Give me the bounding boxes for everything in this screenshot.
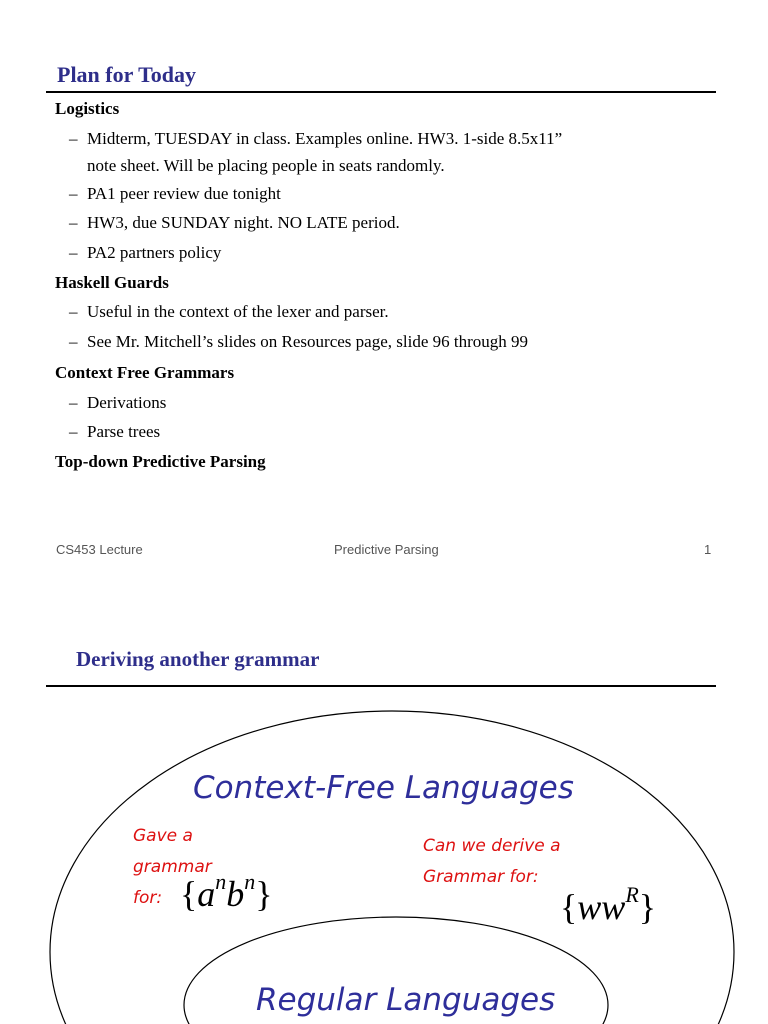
left-note-line: for: bbox=[133, 888, 163, 908]
footer-page-number: 1 bbox=[704, 542, 712, 557]
venn-diagram bbox=[0, 590, 768, 1024]
left-note-line: grammar bbox=[133, 857, 212, 877]
bullet-text-line: See Mr. Mitchell’s slides on Resources page, slide 96 through 99 bbox=[87, 332, 528, 351]
bullet-marker: – bbox=[69, 302, 78, 321]
bullet-marker: – bbox=[69, 184, 78, 203]
bullet-item bbox=[69, 418, 727, 445]
math-exponent: n bbox=[244, 869, 256, 894]
math-exponent: R bbox=[625, 882, 639, 907]
bullet-item bbox=[69, 328, 727, 355]
bullet-item bbox=[69, 180, 727, 207]
bullet-marker: – bbox=[69, 332, 78, 351]
close-brace: } bbox=[638, 887, 657, 927]
right-note bbox=[423, 831, 561, 893]
math-b: b bbox=[226, 874, 245, 914]
slide-title: Deriving another grammar bbox=[76, 647, 320, 671]
math-exponent: n bbox=[215, 869, 227, 894]
section-heading-logistics: Logistics bbox=[55, 99, 120, 118]
footer-course: CS453 Lecture bbox=[56, 542, 143, 557]
bullet-item bbox=[69, 209, 727, 236]
bullet-text-line: PA2 partners policy bbox=[87, 243, 222, 262]
bullet-text-line: Midterm, TUESDAY in class. Examples online. HW3. 1-side 8.5x11” bbox=[87, 129, 563, 148]
math-a: a bbox=[197, 874, 216, 914]
context-free-label: Context-Free Languages bbox=[193, 770, 574, 806]
bullet-item bbox=[69, 298, 727, 325]
bullet-marker: – bbox=[69, 243, 78, 262]
bullet-marker: – bbox=[69, 393, 78, 412]
bullet-item bbox=[69, 389, 727, 416]
right-note-line: Can we derive a bbox=[423, 836, 561, 856]
section-heading-cfg: Context Free Grammars bbox=[55, 363, 235, 382]
wwr-expression bbox=[560, 882, 657, 928]
bullet-text-line: PA1 peer review due tonight bbox=[87, 184, 281, 203]
anbn-expression bbox=[180, 869, 273, 915]
bullet-text-line: Useful in the context of the lexer and parser. bbox=[87, 302, 389, 321]
regular-label: Regular Languages bbox=[256, 982, 556, 1018]
left-note-line: Gave a bbox=[133, 826, 193, 846]
bullet-text-line: Parse trees bbox=[87, 422, 161, 441]
close-brace: } bbox=[255, 874, 273, 914]
slide-title: Plan for Today bbox=[57, 62, 196, 87]
open-brace: { bbox=[560, 887, 578, 927]
bullet-marker: – bbox=[69, 422, 78, 441]
bullet-item bbox=[69, 239, 727, 266]
right-note-line: Grammar for: bbox=[423, 867, 539, 887]
section-heading-top-down: Top-down Predictive Parsing bbox=[55, 452, 266, 471]
bullet-marker: – bbox=[69, 129, 78, 148]
bullet-text-line: note sheet. Will be placing people in seats randomly. bbox=[87, 156, 445, 175]
bullet-item bbox=[69, 125, 727, 179]
footer-topic: Predictive Parsing bbox=[334, 542, 439, 557]
math-ww: ww bbox=[577, 887, 626, 927]
section-heading-haskell-guards: Haskell Guards bbox=[55, 273, 169, 292]
open-brace: { bbox=[180, 874, 198, 914]
bullet-text-line: HW3, due SUNDAY night. NO LATE period. bbox=[87, 213, 400, 232]
bullet-marker: – bbox=[69, 213, 78, 232]
title-rule bbox=[46, 91, 716, 93]
slide-2 bbox=[0, 590, 768, 1024]
bullet-text-line: Derivations bbox=[87, 393, 167, 412]
